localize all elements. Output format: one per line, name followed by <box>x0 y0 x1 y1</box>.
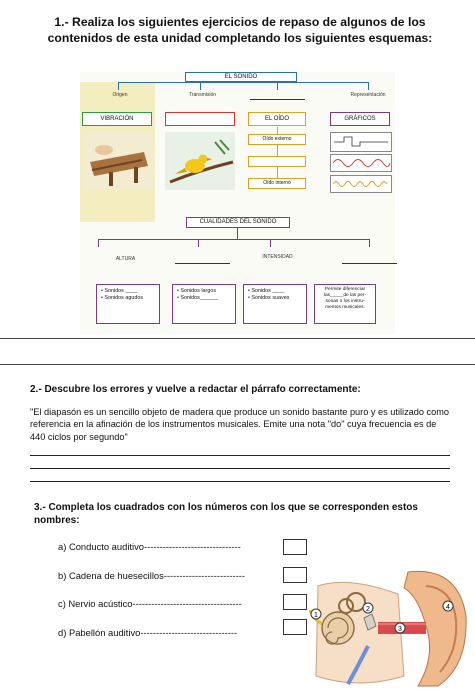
header-origen: Origen <box>112 92 128 98</box>
qualities-connector <box>98 239 370 240</box>
item-pabellon-auditivo: d) Pabellón auditivo------------------------------- <box>58 627 238 638</box>
answer-box-b[interactable] <box>283 567 307 583</box>
question-2-title: 2.- Descubre los errores y vuelve a redactar el párrafo correctamente: <box>30 384 361 395</box>
answer-line-2[interactable] <box>30 468 450 469</box>
box-transmision-blank <box>165 112 235 126</box>
header-transmision: Transmisión <box>188 92 217 98</box>
question-1-title <box>30 14 450 46</box>
bird-illustration <box>165 132 235 190</box>
sound-root-label: EL SONIDO <box>224 74 258 80</box>
item-cadena-huesecillos: b) Cadena de huesecillos-------------------------- <box>58 570 245 581</box>
ear-anatomy-illustration <box>308 566 470 690</box>
section-divider-2 <box>0 364 475 365</box>
question-3-title: 3.- Completa los cuadrados con los números con los que se corresponden estos nombres: <box>34 502 418 526</box>
box-el-oido <box>248 112 306 126</box>
header-blank <box>250 92 305 100</box>
qualities-header-intensidad: INTENSIDAD <box>262 254 293 260</box>
item-nervio-acustico: c) Nervio acústico----------------------------------- <box>58 598 242 609</box>
ear-number-1: 1 <box>314 612 318 619</box>
ear-number-2: 2 <box>366 606 370 613</box>
qualities-root-box <box>186 217 290 228</box>
question-1-title-line2: contenidos de esta unidad completando los siguientes esquemas: <box>47 31 433 45</box>
box-el-oido-label: EL OÍDO <box>264 116 290 122</box>
concept-map-panel <box>80 72 395 334</box>
answer-line-1[interactable] <box>30 455 450 456</box>
qualities-header-blank-1 <box>175 256 230 264</box>
item-conducto-auditivo: a) Conducto auditivo------------------------------- <box>58 541 241 552</box>
box-oido-medio-blank <box>248 156 306 167</box>
answer-box-a[interactable] <box>283 539 307 555</box>
sound-root-box <box>185 72 297 82</box>
header-representacion: Representación <box>350 92 386 98</box>
box-graficos-label: GRÁFICOS <box>344 116 376 122</box>
qualities-root-label: CUALIDADES DEL SONIDO <box>199 219 277 225</box>
vibration-illustration <box>84 132 154 190</box>
ear-number-4: 4 <box>446 604 450 611</box>
section-divider-1 <box>0 338 475 339</box>
answer-line-3[interactable] <box>30 481 450 482</box>
question-1-title-line1: 1.- Realiza los siguientes ejercicios de repaso de algunos de los <box>54 15 426 29</box>
ear-number-3: 3 <box>398 626 402 633</box>
box-vibracion-label: VIBRACIÓN <box>100 116 134 122</box>
root-connector <box>118 82 368 83</box>
box-duracion: • Sonidos largos • Sonidos______ <box>172 284 236 324</box>
waveform-graphics <box>330 132 392 194</box>
box-altura: • Sonidos ____ • Sonidos agudos <box>96 284 160 324</box>
answer-box-c[interactable] <box>283 594 307 610</box>
box-vibracion <box>82 112 152 126</box>
box-graficos <box>330 112 390 126</box>
box-timbre: Permite diferenciar las_____de las per- sonas o los instru- mentos musicales. <box>314 284 376 324</box>
qualities-header-blank-2 <box>342 256 397 264</box>
box-oido-interno: Oído interno <box>248 178 306 189</box>
qualities-header-altura: ALTURA <box>115 256 136 262</box>
box-oido-externo: Oído externo <box>248 134 306 145</box>
box-intensidad: • Sonidos ____ • Sonidos suaves <box>243 284 307 324</box>
answer-box-d[interactable] <box>283 619 307 635</box>
question-2-paragraph: "El diapasón es un sencillo objeto de madera que produce un sonido bastante puro y es utilizado como referencia en la afinación de los instrumentos musicales. Emite una nota "do" cuya frecuencia es de 440 ciclos por segundo" <box>30 407 450 442</box>
